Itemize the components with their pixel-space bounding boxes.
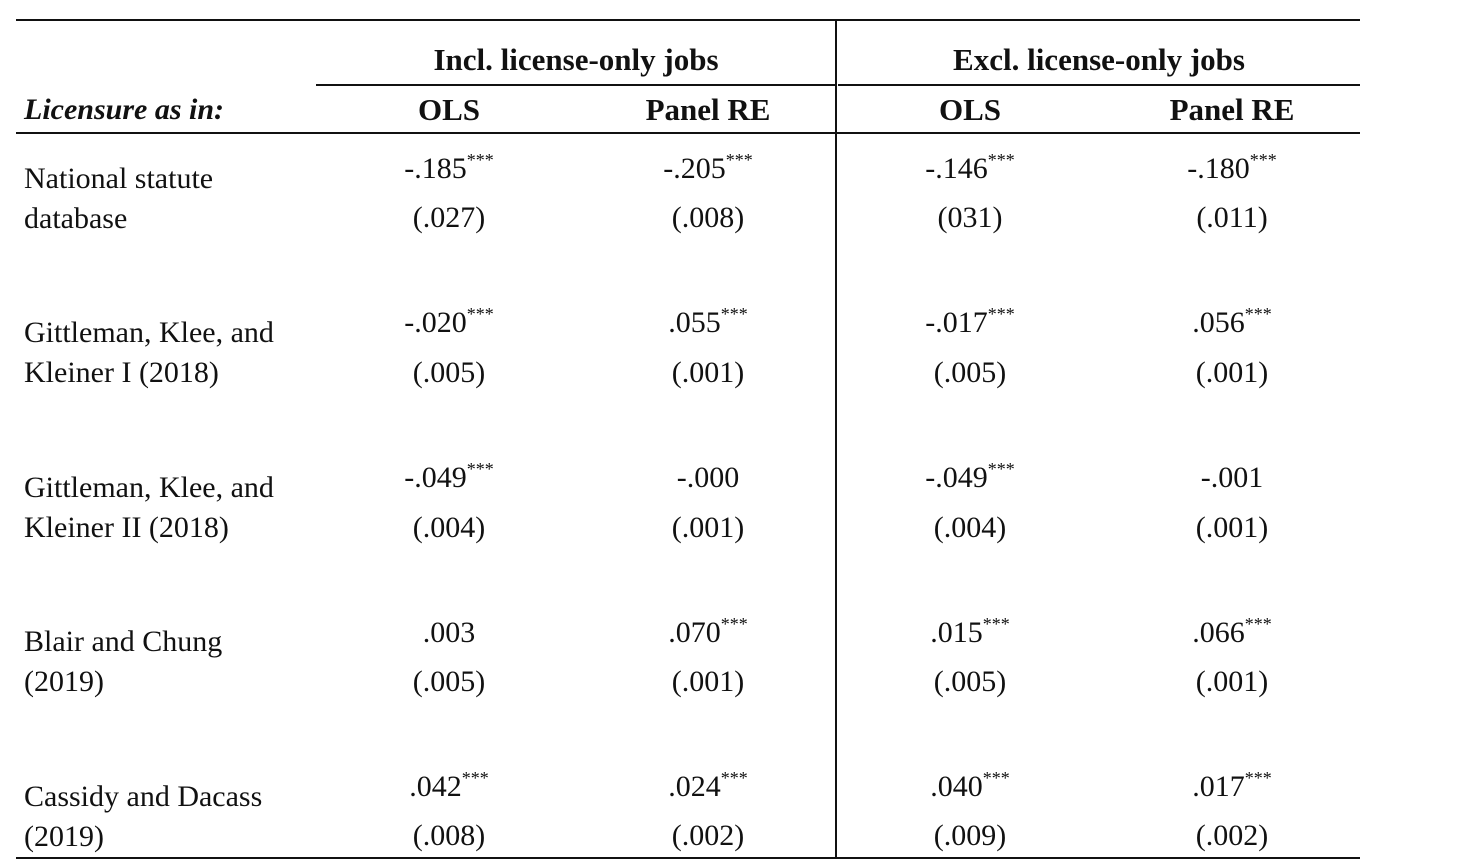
- significance-stars: ***: [987, 150, 1015, 170]
- se-cell: (.005): [933, 665, 1007, 698]
- coef-value: .055: [668, 306, 721, 339]
- significance-stars: ***: [720, 768, 748, 788]
- se-cell: (.001): [1195, 356, 1269, 389]
- significance-stars: ***: [1244, 614, 1272, 634]
- coef-cell: [870, 142, 1070, 187]
- coef-value: -.020: [404, 306, 467, 339]
- coef-value: .003: [422, 616, 476, 649]
- row-label: [24, 313, 324, 393]
- se-cell: (.008): [412, 819, 486, 852]
- coef-cell: [349, 451, 549, 496]
- coef-value: .015: [930, 616, 983, 649]
- significance-stars: ***: [720, 614, 748, 634]
- group-header-excl: Excl. license-only jobs: [953, 42, 1245, 77]
- coef-cell: [870, 760, 1070, 805]
- se-cell: (.008): [671, 201, 745, 234]
- coef-value: .024: [668, 770, 721, 803]
- stub-header: Licensure as in:: [24, 93, 225, 126]
- significance-stars: ***: [987, 304, 1015, 324]
- significance-stars: ***: [466, 304, 494, 324]
- coef-cell: [870, 296, 1070, 341]
- coef-cell: [1132, 606, 1332, 651]
- significance-stars: ***: [725, 150, 753, 170]
- significance-stars: ***: [720, 304, 748, 324]
- coef-value: .040: [930, 770, 983, 803]
- group-header-incl: Incl. license-only jobs: [433, 42, 719, 77]
- significance-stars: ***: [1249, 150, 1277, 170]
- coef-cell: [608, 606, 808, 651]
- se-cell: (.001): [1195, 665, 1269, 698]
- coef-value: -.001: [1200, 461, 1264, 494]
- significance-stars: ***: [461, 768, 489, 788]
- coef-value: -.049: [404, 461, 467, 494]
- se-cell: (.001): [671, 356, 745, 389]
- group-underline-right: [838, 84, 1360, 86]
- significance-stars: ***: [466, 459, 494, 479]
- coef-cell: [608, 451, 808, 496]
- significance-stars: ***: [982, 614, 1010, 634]
- significance-stars: ***: [987, 459, 1015, 479]
- coef-value: .070: [668, 616, 721, 649]
- se-cell: (.005): [933, 356, 1007, 389]
- header-rule: [16, 132, 1360, 134]
- se-cell: (.001): [1195, 511, 1269, 544]
- coef-cell: [870, 451, 1070, 496]
- row-label: [24, 777, 324, 857]
- column-header-re-incl: Panel RE: [645, 92, 771, 127]
- coef-value: -.017: [925, 306, 988, 339]
- significance-stars: ***: [982, 768, 1010, 788]
- coef-cell: [870, 606, 1070, 651]
- se-cell: (.001): [671, 511, 745, 544]
- se-cell: (.009): [933, 819, 1007, 852]
- se-cell: (.001): [671, 665, 745, 698]
- coef-cell: [349, 296, 549, 341]
- coef-cell: [608, 296, 808, 341]
- row-label: [24, 468, 324, 548]
- group-underline-left: [316, 84, 836, 86]
- vertical-divider: [835, 19, 837, 859]
- se-cell: (.004): [933, 511, 1007, 544]
- coef-value: .066: [1192, 616, 1245, 649]
- coef-value: -.146: [925, 152, 988, 185]
- column-header-re-excl: Panel RE: [1169, 92, 1295, 127]
- coef-cell: [1132, 296, 1332, 341]
- row-label-line: Blair and Chung: [24, 625, 223, 658]
- coef-cell: [608, 760, 808, 805]
- significance-stars: ***: [1244, 304, 1272, 324]
- significance-stars: ***: [1244, 768, 1272, 788]
- se-cell: (.005): [412, 356, 486, 389]
- significance-stars: ***: [466, 150, 494, 170]
- coef-value: .042: [409, 770, 462, 803]
- coef-value: -.205: [663, 152, 726, 185]
- se-cell: (.002): [1195, 819, 1269, 852]
- row-label-line: National statute: [24, 162, 214, 195]
- row-label-line: (2019): [24, 820, 104, 853]
- coef-value: .056: [1192, 306, 1245, 339]
- se-cell: (.002): [671, 819, 745, 852]
- coef-cell: [1132, 142, 1332, 187]
- row-label-line: (2019): [24, 665, 104, 698]
- coef-value: -.180: [1187, 152, 1250, 185]
- coef-value: -.000: [676, 461, 740, 494]
- row-label: [24, 159, 324, 239]
- column-header-ols-excl: OLS: [938, 92, 1002, 127]
- row-label-line: Gittleman, Klee, and: [24, 316, 274, 349]
- coef-cell: [349, 760, 549, 805]
- se-cell: (.027): [412, 201, 486, 234]
- coef-value: .017: [1192, 770, 1245, 803]
- coef-cell: [1132, 451, 1332, 496]
- coef-value: -.185: [404, 152, 467, 185]
- top-rule: [16, 19, 1360, 21]
- coef-cell: [1132, 760, 1332, 805]
- se-cell: (031): [937, 201, 1003, 234]
- row-label-line: database: [24, 202, 128, 235]
- coef-cell: [349, 142, 549, 187]
- se-cell: (.011): [1196, 201, 1268, 234]
- se-cell: (.005): [412, 665, 486, 698]
- coef-cell: [608, 142, 808, 187]
- row-label-line: Kleiner I (2018): [24, 356, 219, 389]
- coef-cell: [349, 606, 549, 651]
- row-label-line: Gittleman, Klee, and: [24, 471, 274, 504]
- column-header-ols-incl: OLS: [417, 92, 481, 127]
- row-label: [24, 622, 324, 702]
- coef-value: -.049: [925, 461, 988, 494]
- se-cell: (.004): [412, 511, 486, 544]
- row-label-line: Kleiner II (2018): [24, 511, 229, 544]
- row-label-line: Cassidy and Dacass: [24, 780, 263, 813]
- bottom-rule: [16, 857, 1360, 859]
